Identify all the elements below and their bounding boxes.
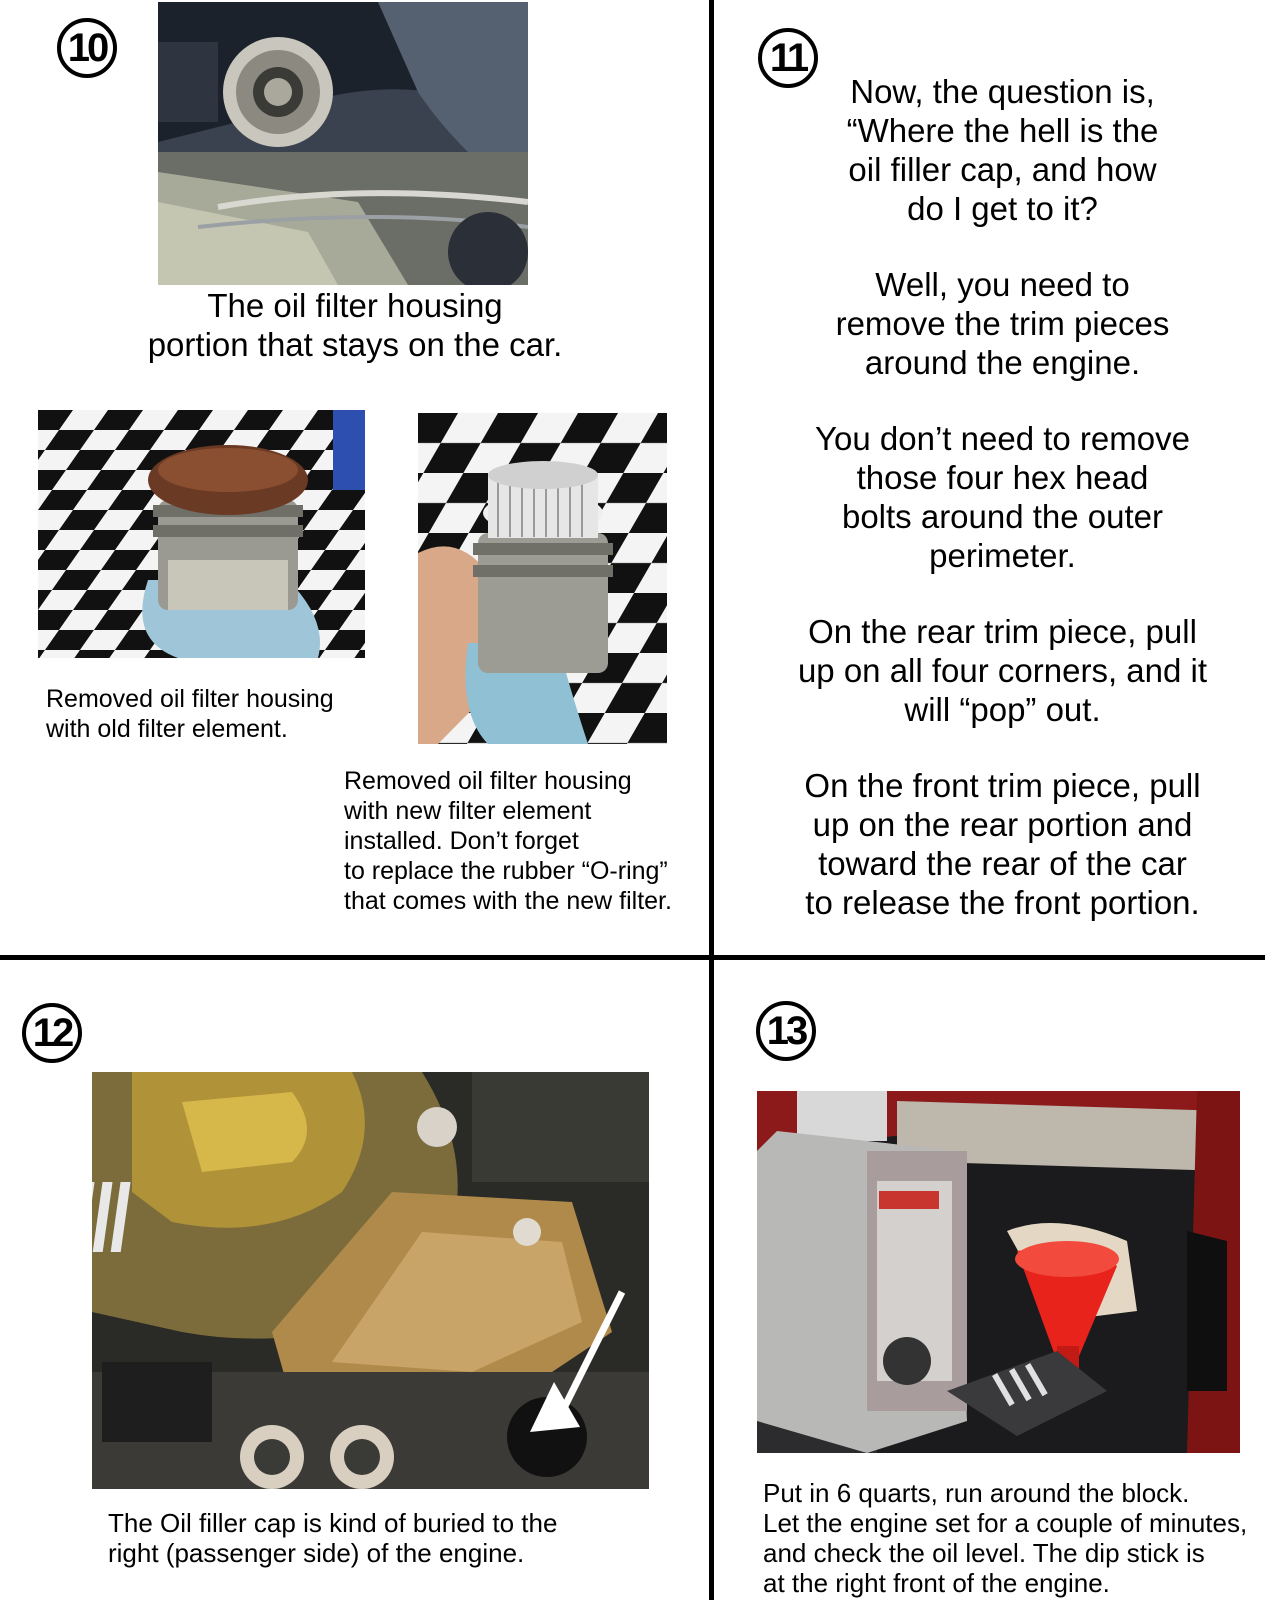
vertical-divider: [709, 0, 714, 1600]
photo-housing-new-filter: [418, 413, 667, 744]
photo-housing-old-filter: [38, 410, 365, 658]
step-11-instructions: [750, 72, 1255, 922]
step-10-number: 10: [57, 18, 117, 78]
step-11-paragraph-2: Well, you need to remove the trim pieces around the engine.: [835, 266, 1170, 381]
photo-oil-filter-housing-on-car: [158, 2, 528, 285]
caption-housing-old-filter: Removed oil filter housing with old filter element.: [46, 685, 334, 743]
photo-adding-oil: [757, 1091, 1240, 1453]
step-11-number: 11: [758, 28, 818, 88]
step-11-paragraph-1: Now, the question is, “Where the hell is the oil filler cap, and how do I get to it?: [846, 73, 1159, 227]
caption-oil-filler-cap: The Oil filler cap is kind of buried to the right (passenger side) of the engine.: [108, 1508, 558, 1568]
step-11-paragraph-5: On the front trim piece, pull up on the rear portion and toward the rear of the car to release the front portion.: [804, 767, 1201, 921]
step-13-number: 13: [756, 1001, 816, 1061]
step-11-paragraph-4: On the rear trim piece, pull up on all four corners, and it will “pop” out.: [797, 613, 1208, 728]
step-12-number: 12: [22, 1003, 82, 1063]
step-11-paragraph-3: You don’t need to remove those four hex head bolts around the outer perimeter.: [815, 420, 1190, 574]
photo-oil-filler-cap-location: [92, 1072, 649, 1489]
caption-housing-on-car: The oil filter housing portion that stays on the car.: [147, 287, 563, 363]
caption-housing-new-filter: Removed oil filter housing with new filter element installed. Don’t forget to replace the rubber “O-ring” that comes with the new filter.: [344, 767, 672, 915]
caption-adding-oil: Put in 6 quarts, run around the block. Let the engine set for a couple of minutes, and check the oil level. The dip stick is at the right front of the engine.: [763, 1478, 1248, 1598]
horizontal-divider: [0, 955, 1265, 960]
